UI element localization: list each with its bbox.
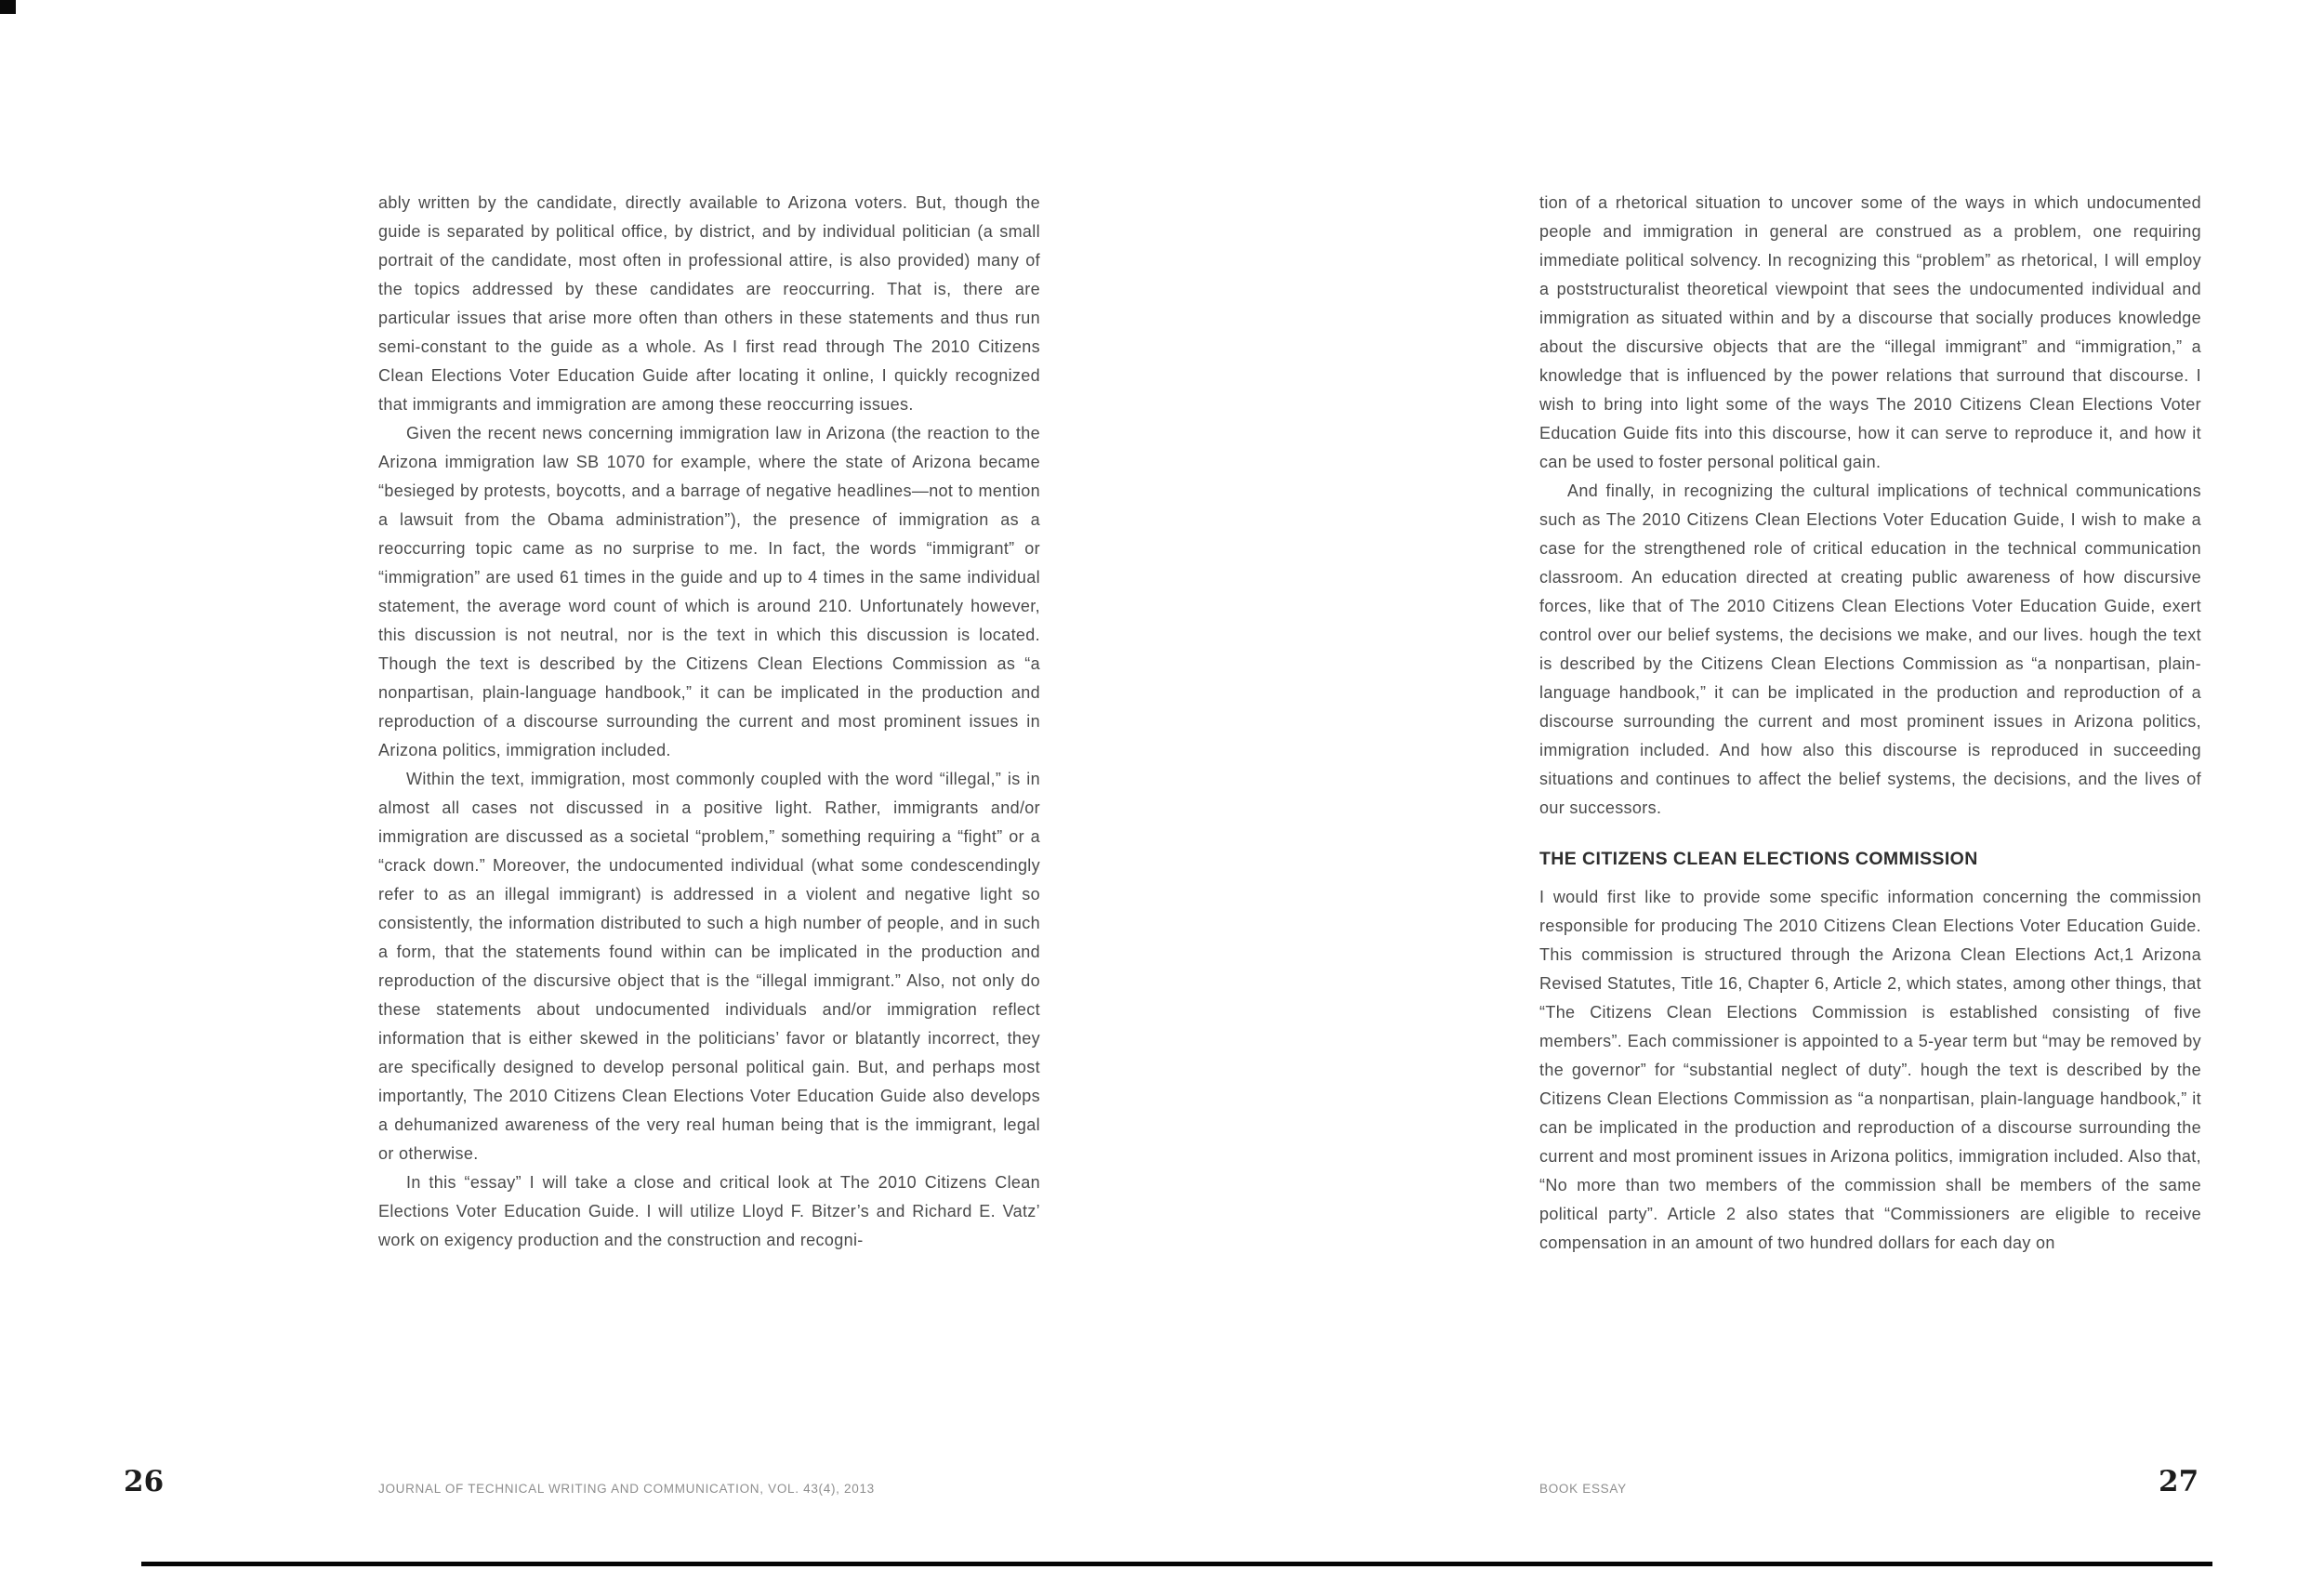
body-paragraph: Within the text, immigration, most commonly coupled with the word “illegal,” is in almost all cases not discussed in a positive light. Rather, immigrants and/or immigration are discussed as a societal “problem,” something requiring a “fight” or a “crack down.” Moreover, the undocumented individual (what some condescendingly refer to as an illegal immigrant) is addressed in a violent and negative light so consistently, the information distributed to such a high number of people, and in such a form, that the statements found within can be implicated in the production and reproduction of the discursive object that is the “illegal immigrant.” Also, not only do these statements about undocumented individuals and/or immigration reflect information that is either skewed in the politicians’ favor or blatantly incorrect, they are specifically designed to develop personal political gain. But, and perhaps most importantly, The 2010 Citizens Clean Elections Voter Education Guide also develops a dehumanized awareness of the very real human being that is the immigrant, legal or otherwise. — [378, 770, 1040, 1163]
right-text-column — [1539, 189, 2201, 1258]
page-number-right: 27 — [2159, 1465, 2199, 1498]
body-paragraph: I would first like to provide some specific information concerning the commission responsible for producing The 2010 Citizens Clean Elections Voter Education Guide. This commission is structured through the Arizona Clean Elections Act,1 Arizona Revised Statutes, Title 16, Chapter 6, Article 2, which states, among other things, that “The Citizens Clean Elections Commission is established consisting of five members”. Each commissioner is appointed to a 5-year term but “may be removed by the governor” for “substantial neglect of duty”. hough the text is described by the Citizens Clean Elections Commission as “a nonpartisan, plain-language handbook,” it can be implicated in the production and reproduction of a discourse surrounding the current and most prominent issues in Arizona politics, immigration included. Also that, “No more than two members of the commission shall be members of the same political party”. Article 2 also states that “Commissioners are eligible to receive compensation in an amount of two hundred dollars for each day on — [1539, 888, 2201, 1252]
page-number-left: 26 — [124, 1465, 165, 1498]
body-paragraph: In this “essay” I will take a close and critical look at The 2010 Citizens Clean Elections Voter Education Guide. I will utilize Lloyd F. Bitzer’s and Richard E. Vatz’ work on exigency production and the construction and recogni- — [378, 1173, 1040, 1249]
body-paragraph: And finally, in recognizing the cultural implications of technical communications such as The 2010 Citizens Clean Elections Voter Education Guide, I wish to make a case for the strengthened role of critical education in the technical communication classroom. An education directed at creating public awareness of how discursive forces, like that of The 2010 Citizens Clean Elections Voter Education Guide, exert control over our belief systems, the decisions we make, and our lives. hough the text is described by the Citizens Clean Elections Commission as “a nonpartisan, plain-language handbook,” it can be implicated in the production and reproduction of a discourse surrounding the current and most prominent issues in Arizona politics, immigration included. And how also this discourse is reproduced in succeeding situations and continues to affect the belief systems, the decisions, and the lives of our successors. — [1539, 482, 2201, 817]
book-essay-running-footer: BOOK ESSAY — [1539, 1482, 1627, 1496]
body-paragraph: ably written by the candidate, directly available to Arizona voters. But, though the guide is separated by political office, by district, and by individual politician (a small portrait of the candidate, most often in professional attire, is also provided) many of the topics addressed by these candidates are reoccurring. That is, there are particular issues that arise more often than others in these statements and thus run semi-constant to the guide as a whole. As I first read through The 2010 Citizens Clean Elections Voter Education Guide after locating it online, I quickly recognized that immigrants and immigration are among these reoccurring issues. — [378, 193, 1040, 414]
scan-artifact-bottom-line — [141, 1562, 2212, 1566]
journal-running-footer: JOURNAL OF TECHNICAL WRITING AND COMMUNICATION, VOL. 43(4), 2013 — [378, 1482, 875, 1496]
section-heading: THE CITIZENS CLEAN ELECTIONS COMMISSION — [1539, 849, 1978, 869]
left-text-column — [378, 189, 1040, 1255]
scan-artifact-corner-mark — [0, 0, 16, 14]
body-paragraph: Given the recent news concerning immigration law in Arizona (the reaction to the Arizona immigration law SB 1070 for example, where the state of Arizona became “besieged by protests, boycotts, and a barrage of negative headlines—not to mention a lawsuit from the Obama administration”), the presence of immigration as a reoccurring topic came as no surprise to me. In fact, the words “immigrant” or “immigration” are used 61 times in the guide and up to 4 times in the same individual statement, the average word count of which is around 210. Unfortunately however, this discussion is not neutral, nor is the text in which this discussion is located. Though the text is described by the Citizens Clean Elections Commission as “a nonpartisan, plain-language handbook,” it can be implicated in the production and reproduction of a discourse surrounding the current and most prominent issues in Arizona politics, immigration included. — [378, 424, 1040, 759]
body-paragraph: tion of a rhetorical situation to uncover some of the ways in which undocumented people and immigration in general are construed as a problem, one requiring immediate political solvency. In recognizing this “problem” as rhetorical, I will employ a poststructuralist theoretical viewpoint that sees the undocumented individual and immigration as situated within and by a discourse that socially produces knowledge about the discursive objects that are the “illegal immigrant” and “immigration,” a knowledge that is influenced by the power relations that surround that discourse. I wish to bring into light some of the ways The 2010 Citizens Clean Elections Voter Education Guide fits into this discourse, how it can serve to reproduce it, and how it can be used to foster personal political gain. — [1539, 193, 2201, 471]
